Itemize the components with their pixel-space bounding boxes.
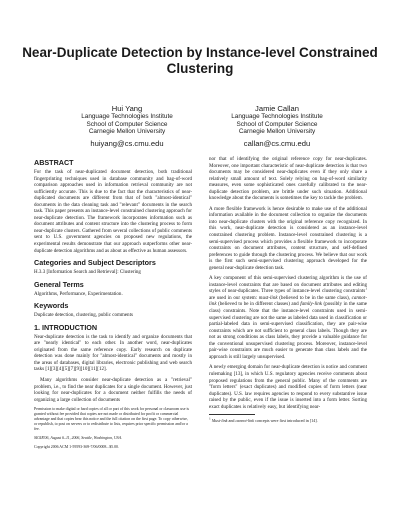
abstract-heading: ABSTRACT bbox=[34, 158, 74, 167]
text-run: (believed to be in the same class), bbox=[277, 294, 352, 301]
footnote-term: Must-link bbox=[211, 418, 228, 424]
venue-line: SIGIR'06, August 6–11, 2006, Seattle, Washington, USA. bbox=[34, 436, 123, 441]
left-column bbox=[34, 156, 192, 454]
text-run: concepts were first introduced in [14]. bbox=[254, 418, 318, 424]
right-column bbox=[209, 156, 367, 428]
copyright-line: Copyright 2006 ACM 1-59593-369-7/06/0008...$5.00. bbox=[34, 445, 119, 450]
author-affiliation: School of Computer Science bbox=[236, 120, 318, 128]
paper-title: Near-Duplicate Detection by Instance-level Constrained Clustering bbox=[22, 45, 378, 76]
introduction-heading: 1. INTRODUCTION bbox=[34, 322, 98, 332]
intro-paragraph: Near-duplicate detection is the task to identify and organize documents that are "nearly identical" to each other. In another word, near-duplicates originated from the same reference copy. Early research on duplicate detection was done mainly for "almost-identical" documents and mostly in the areas of databases, digital libraries, electronic publishing and web search tasks [1][3][4][5][7][9][10][11][12]. bbox=[34, 333, 192, 373]
keywords-text: Duplicate detection, clustering, public comments bbox=[34, 312, 133, 319]
keywords-heading: Keywords bbox=[34, 301, 69, 311]
author-email[interactable]: huiyang@cs.cmu.edu bbox=[90, 138, 164, 148]
footnote-marker: 1 bbox=[209, 416, 211, 421]
intro-paragraph: Many algorithms consider near-duplicate detection as a "retrieval" problem, i.e., to find the near duplicates for a single document. However, just looking for near-duplicates for a document neither fulfills the needs of organizing a large collection of documents bbox=[34, 377, 192, 403]
must-link-term: must-link bbox=[258, 294, 278, 301]
text-run: (possibly in the same class) constraints. Note that the instance-level constraints used in semi-supervised clustering are not the same as labeled data used in classification or partial-labeled data in semi-supervised classification, they are pair-wise constraints which are not sufficient to general class labels. Though they are not as strong conditions as class labels, they provide a valuable guidance for the conventional unsupervised clustering process. Moreover, instance-level pair-wise constraints are much easier to generate than class labels and the approach is still largely unsupervised. bbox=[209, 301, 368, 360]
author-affiliation: Carnegie Mellon University bbox=[238, 128, 316, 136]
permission-block bbox=[34, 407, 192, 450]
text-run: and bbox=[227, 418, 236, 424]
author-affiliation: School of Computer Science bbox=[86, 120, 168, 128]
family-link-term: family-link bbox=[300, 301, 323, 308]
body-paragraph: A newly emerging domain for near-duplicate detection is notice and comment rulemaking [13], in which U.S. regulatory agencies receive comments about proposed regulations from the general public. Many of the comments are "form letters" (exact duplicates) and modified copies of form letters (near duplicates). U.S. law requires agencies to respond to every substantive issue raised by the public, even if the issue is inserted into a form letter. Sorting exact duplicates is relatively easy, but identifying near- bbox=[209, 364, 367, 410]
author-affiliation: Language Technologies Institute bbox=[231, 113, 323, 120]
footnote bbox=[209, 418, 367, 423]
general-terms-text: Algorithms, Performance, Experimentation. bbox=[34, 290, 123, 297]
cannot-link-term: cannot-link bbox=[209, 294, 367, 308]
author-name: Hui Yang bbox=[111, 104, 143, 113]
author-affiliation: Carnegie Mellon University bbox=[88, 128, 166, 136]
permission-notice: Permission to make digital or hard copies of all or part of this work for personal or classroom use is granted without fee provided that copies are not made or distributed for profit or commercial advantage and that copies bear this notice and the full citation on the first page. To copy otherwise, or republish, to post on servers or to redistribute to lists, requires prior specific permission and/or a fee. bbox=[34, 407, 190, 432]
general-terms-heading: General Terms bbox=[34, 279, 84, 289]
categories-text: H.3.3 [Information Search and Retrieval]: Clustering bbox=[34, 269, 141, 276]
body-paragraph: A more flexible framework is hence desirable to make use of the additional information available in the document collection to organize the documents into near-duplicate clusters with the original reference copy recognized. In this work, near-duplicate detection is considered as an instance-level constrained clustering problem. Instance-level constrained clustering is a semi-supervised process which provides a flexible framework to incorporate constraints on document attributes, content structure, and self-defined preferences to guide through the clustering process. We believe that our work is the first such semi-supervised clustering approach developed for the general near-duplicate detection task. bbox=[209, 205, 367, 271]
author-affiliation: Language Technologies Institute bbox=[81, 113, 173, 120]
footnote-marker[interactable]: 1 bbox=[365, 286, 367, 291]
author-block-2 bbox=[202, 104, 352, 149]
author-email[interactable]: callan@cs.cmu.edu bbox=[243, 138, 311, 148]
author-block-1 bbox=[52, 104, 202, 149]
abstract-text: For the task of near-duplicated document detection, both traditional fingerprinting techniques used in database community and bag-of-word comparison approaches used in information retrieval community are not sufficiently accurate. This is due to the fact that the characteristics of near-duplicated documents are different from that of both "almost-identical" documents in the data cleaning task and "relevant" documents in the search task. This paper presents an instance-level constrained clustering approach for near-duplicate detection. The framework incorporates information such as document attributes and content structure into the clustering process to form near-duplicate clusters. Gathered from several collections of public comments sent to U.S. government agencies on proposed new regulations, the experimental results demonstrate that our approach outperforms other near-duplicate detection algorithms and as about as effective as human assessors. bbox=[34, 169, 192, 254]
text-run: A key component of this semi-supervised clustering algorithm is the use of instance-level constraints that are based on document attributes and editing styles of near-duplicates. Three types of instance-level clustering constraints bbox=[209, 275, 367, 295]
footnote-divider bbox=[209, 414, 255, 415]
categories-heading: Categories and Subject Descriptors bbox=[34, 258, 156, 268]
body-paragraph: nor that of identifying the original reference copy for near-duplicates. Moreover, one important characteristic of near-duplicate detection is that two documents may be considered near-duplicates even if they only share a relatively small amount of text. Solely relying on bag-of-word similarity measures, even some sophisticated ones carefully calibrated to the near-duplicate detection problem, are brittle under such situation. Additional knowledge about the documents is sometimes the key to tackle the problem. bbox=[209, 156, 367, 202]
text-run: are used in our system: bbox=[209, 294, 259, 301]
author-name: Jamie Callan bbox=[255, 104, 299, 113]
footnote-term: cannot-link bbox=[235, 418, 255, 424]
text-run: (believed to be in different classes) and bbox=[216, 301, 301, 308]
body-paragraph-constraints bbox=[209, 275, 367, 360]
